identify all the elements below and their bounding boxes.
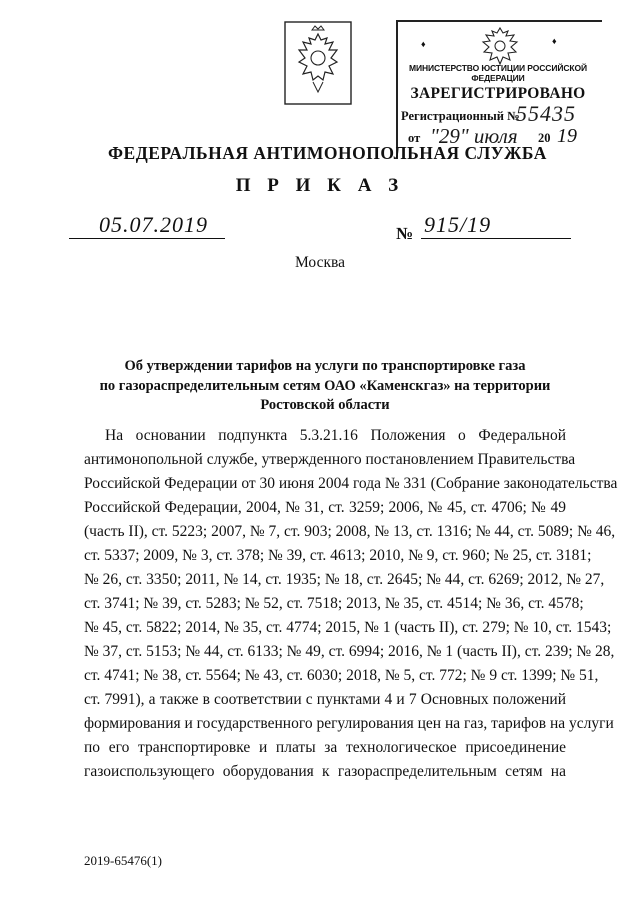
title-line: Ростовской области <box>260 397 390 413</box>
date-underline <box>69 238 225 239</box>
body-line: ст. 5337; 2009, № 3, ст. 378; № 39, ст. 4613; 2010, № 9, ст. 960; № 25, ст. 3181; <box>84 547 592 564</box>
coat-of-arms-icon <box>283 20 353 106</box>
stamp-reg-number-label: Регистрационный № <box>401 109 520 123</box>
document-code: 2019-65476(1) <box>84 853 162 868</box>
document-title <box>60 357 590 416</box>
body-line: газоиспользующего оборудования к газораспределительным сетям на <box>84 763 566 780</box>
stamp-year-value: 19 <box>557 125 577 147</box>
stamp-date-prefix: от <box>408 131 421 145</box>
order-number: 915/19 <box>424 212 492 237</box>
body-line: Российской Федерации, 2004, № 31, ст. 3259; 2006, № 45, ст. 4706; № 49 <box>84 499 566 516</box>
agency-name: ФЕДЕРАЛЬНАЯ АНТИМОНОПОЛЬНАЯ СЛУЖБА <box>108 143 547 163</box>
stamp-emblem-icon <box>470 24 530 68</box>
stamp-reg-number-value: 55435 <box>516 101 576 126</box>
stamp-year-prefix: 20 <box>538 131 551 145</box>
body-line: Российской Федерации от 30 июня 2004 года № 331 (Собрание законодательства <box>84 475 618 492</box>
document-type: П Р И К А З <box>235 175 405 196</box>
body-line: по его транспортировке и платы за технологическое присоединение <box>84 739 566 756</box>
body-line: № 26, ст. 3350; 2011, № 14, ст. 1935; № 18, ст. 2645; № 44, ст. 6269; 2012, № 27, <box>84 571 605 588</box>
body-line: ст. 7991), а также в соответствии с пунктами 4 и 7 Основных положений <box>84 691 566 708</box>
body-line: На основании подпункта 5.3.21.16 Положения о Федеральной <box>105 427 566 444</box>
body-line: (часть II), ст. 5223; 2007, № 7, ст. 903; 2008, № 13, ст. 1316; № 44, ст. 5089; № 46, <box>84 523 616 540</box>
body-line: ст. 4741; № 38, ст. 5564; № 43, ст. 6030; 2018, № 5, ст. 772; № 9 ст. 1399; № 51, <box>84 667 599 684</box>
order-number-label: № <box>396 224 414 243</box>
stamp-star-icon: ♦ <box>421 39 426 49</box>
body-line: антимонопольной службе, утвержденного постановлением Правительства <box>84 451 576 468</box>
stamp-registered: ЗАРЕГИСТРИРОВАНО <box>410 85 586 102</box>
body-line: № 37, ст. 5153; № 44, ст. 6133; № 49, ст. 6994; 2016, № 1 (часть II), ст. 239; № 28, <box>84 643 615 660</box>
city: Москва <box>295 254 345 271</box>
title-line: по газораспределительным сетям ОАО «Каменскгаз» на территории <box>99 377 551 394</box>
body-line: № 45, ст. 5822; 2014, № 35, ст. 4774; 2015, № 1 (часть II), ст. 279; № 10, ст. 1543; <box>84 619 612 636</box>
number-underline <box>421 238 571 239</box>
order-date: 05.07.2019 <box>99 212 208 237</box>
stamp-star-icon: ♦ <box>552 36 557 46</box>
body-line: ст. 3741; № 39, ст. 5283; № 52, ст. 7518; 2013, № 35, ст. 4514; № 36, ст. 4578; <box>84 595 584 612</box>
stamp-ministry: МИНИСТЕРСТВО ЮСТИЦИИ РОССИЙСКОЙ ФЕДЕРАЦИИ <box>409 63 587 83</box>
body-line: формирования и государственного регулирования цен на газ, тарифов на услуги <box>84 715 614 732</box>
title-line: Об утверждении тарифов на услуги по транспортировке газа <box>124 358 526 374</box>
stamp-date-value: "29" июля <box>430 124 518 148</box>
